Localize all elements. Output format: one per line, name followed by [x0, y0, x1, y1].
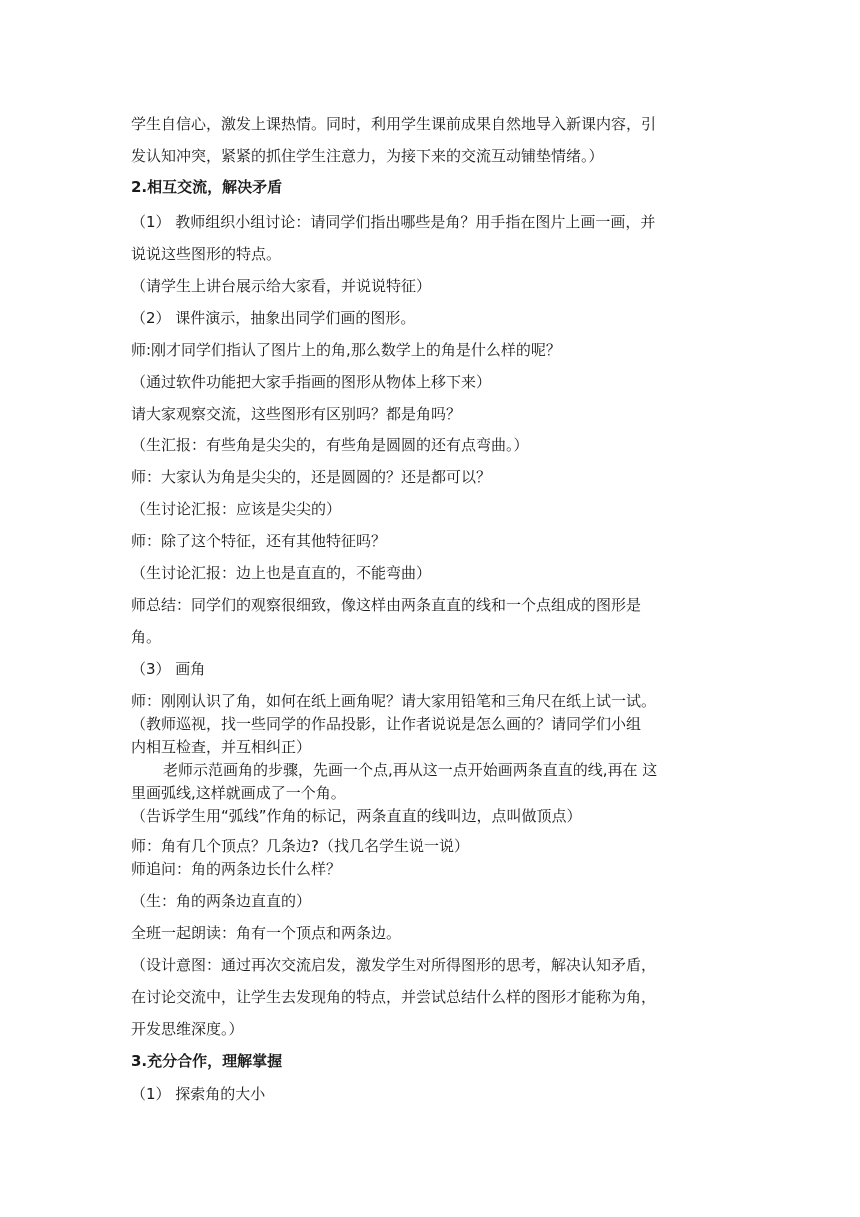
paragraph-line: 在讨论交流中，让学生去发现角的特点，并尝试总结什么样的图形才能称为角， — [131, 988, 657, 1006]
paragraph-line: 师：大家认为角是尖尖的，还是圆圆的？还是都可以？ — [131, 468, 492, 486]
paragraph-line: 师：角有几个顶点？几条边?（找几名学生说一说） — [131, 837, 469, 855]
paragraph-line: （生汇报：有些角是尖尖的，有些角是圆圆的还有点弯曲。） — [131, 436, 529, 454]
paragraph-line: （1） 探索角的大小 — [131, 1085, 266, 1103]
paragraph-line: 师追问：角的两条边长什么样？ — [131, 860, 342, 878]
paragraph-line: 师总结：同学们的观察很细致，像这样由两条直直的线和一个点组成的图形是 — [131, 596, 642, 614]
paragraph-line: （告诉学生用“弧线”作角的标记，两条直直的线叫边，点叫做顶点） — [131, 807, 582, 825]
paragraph-line: 内相互检查，并互相纠正） — [131, 738, 312, 756]
section-heading: 3.充分合作，理解掌握 — [131, 1052, 283, 1070]
paragraph-line: （生：角的两条边直直的） — [131, 892, 312, 910]
paragraph-line: 学生自信心，激发上课热情。同时，利用学生课前成果自然地导入新课内容，引 — [131, 115, 657, 133]
paragraph-line: （教师巡视，找一些同学的作品投影，让作者说说是怎么画的？请同学们小组 — [131, 715, 642, 733]
paragraph-line: （通过软件功能把大家手指画的图形从物体上移下来） — [131, 373, 492, 391]
paragraph-line: （请学生上讲台展示给大家看，并说说特征） — [131, 277, 432, 295]
paragraph-line: （1） 教师组织小组讨论：请同学们指出哪些是角？用手指在图片上画一画，并 — [131, 213, 656, 231]
paragraph-line: （2） 课件演示，抽象出同学们画的图形。 — [131, 309, 416, 327]
paragraph-line: 师：除了这个特征，还有其他特征吗？ — [131, 532, 387, 550]
paragraph-line: 里画弧线,这样就画成了一个角。 — [131, 784, 346, 802]
paragraph-line: （生讨论汇报：应该是尖尖的） — [131, 500, 342, 518]
paragraph-line: 发认知冲突，紧紧的抓住学生注意力，为接下来的交流互动铺垫情绪。） — [131, 147, 604, 165]
paragraph-line: 角。 — [131, 628, 162, 646]
section-heading: 2.相互交流，解决矛盾 — [131, 178, 283, 196]
paragraph-line: 开发思维深度。） — [131, 1020, 244, 1038]
paragraph-line: （3） 画角 — [131, 660, 206, 678]
paragraph-line: （生讨论汇报：边上也是直直的，不能弯曲） — [131, 564, 432, 582]
paragraph-line: 全班一起朗读：角有一个顶点和两条边。 — [131, 924, 402, 942]
paragraph-line: 师:刚才同学们指认了图片上的角,那么数学上的角是什么样的呢？ — [131, 341, 561, 359]
paragraph-line: （设计意图：通过再次交流启发，激发学生对所得图形的思考，解决认知矛盾， — [131, 956, 657, 974]
paragraph-line: 请大家观察交流，这些图形有区别吗？都是角吗？ — [131, 405, 462, 423]
paragraph-line: 老师示范画角的步骤，先画一个点,再从这一点开始画两条直直的线,再在 这 — [163, 761, 658, 779]
paragraph-line: 说说这些图形的特点。 — [131, 245, 282, 263]
paragraph-line: 师：刚刚认识了角，如何在纸上画角呢？请大家用铅笔和三角尺在纸上试一试。 — [131, 692, 657, 710]
